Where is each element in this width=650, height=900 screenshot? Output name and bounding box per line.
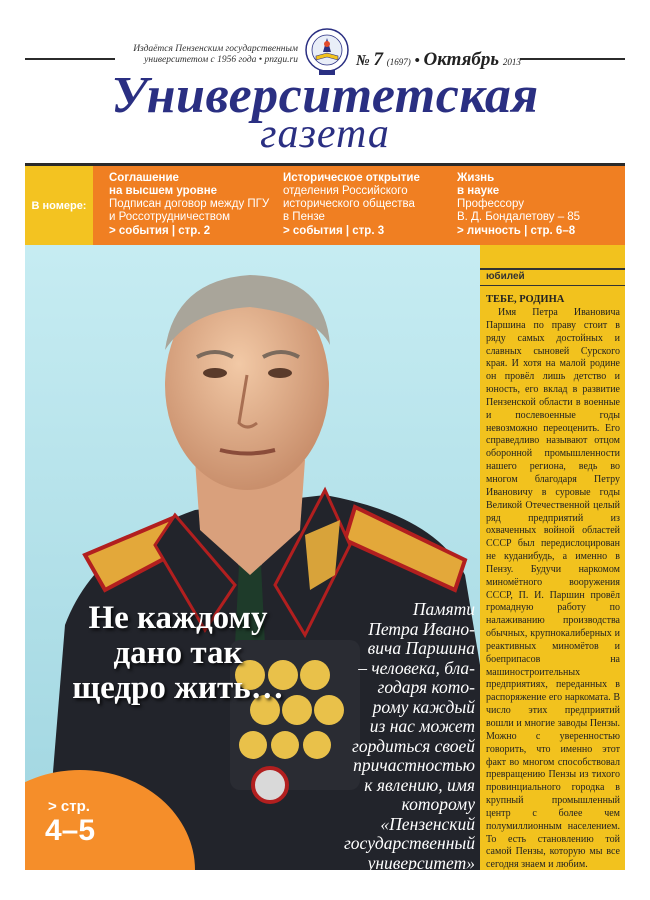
headline-line: Не каждому bbox=[88, 600, 268, 636]
newspaper-subtitle: газета bbox=[260, 111, 390, 157]
issue-separator: • bbox=[414, 53, 420, 69]
lead-line: Памяти bbox=[412, 599, 475, 619]
issue-year: 2013 bbox=[502, 57, 521, 67]
in-issue-item-history[interactable] bbox=[283, 172, 453, 238]
newspaper-title: Университетская bbox=[111, 67, 539, 124]
lead-line: которому bbox=[401, 794, 475, 814]
publisher-line-1: Издаётся Пензенским государственным bbox=[133, 44, 298, 54]
in-issue-text: Подписан договор между ПГУ bbox=[109, 198, 270, 210]
lead-line: из нас может bbox=[369, 716, 475, 736]
article-title: ТЕБЕ, РОДИНА bbox=[486, 294, 565, 305]
lead-line: университет» bbox=[367, 852, 475, 873]
lead-line: причастностью bbox=[353, 755, 475, 775]
page-ref-pages[interactable]: 4–5 bbox=[45, 814, 96, 847]
masthead-rule-left bbox=[25, 58, 115, 60]
lead-line: рому каждый bbox=[372, 696, 475, 717]
issue-month: Октябрь bbox=[423, 49, 500, 70]
lead-line: «Пензенский bbox=[380, 813, 475, 834]
in-issue-text: в Пензе bbox=[283, 211, 325, 223]
page-ref-arrow[interactable]: > стр. bbox=[48, 798, 90, 815]
article-rubric: юбилей bbox=[486, 271, 525, 282]
lead-line: гордиться своей bbox=[352, 735, 475, 756]
headline-line: дано так bbox=[113, 635, 243, 671]
lead-line: вича Паршина bbox=[367, 638, 475, 658]
lead-line: к явлению, имя bbox=[364, 774, 475, 795]
in-issue-page-link[interactable]: > события | стр. 2 bbox=[109, 225, 211, 237]
issue-total: (1697) bbox=[386, 57, 411, 67]
lead-line: Петра Ивано- bbox=[368, 618, 475, 639]
publisher-note bbox=[118, 44, 298, 66]
publisher-line-2: университетом с 1956 года • pnzgu.ru bbox=[144, 55, 298, 65]
in-issue-item-science[interactable] bbox=[457, 172, 623, 238]
in-issue-text: Профессору bbox=[457, 198, 524, 210]
headline-line: щедро жить… bbox=[72, 670, 284, 706]
lead-line: государственный bbox=[343, 833, 475, 853]
cover-headline bbox=[48, 601, 308, 706]
in-issue-text: исторического общества bbox=[283, 198, 415, 210]
lead-line: – человека, бла- bbox=[358, 657, 475, 678]
in-issue-heading: Историческое открытие bbox=[283, 172, 420, 184]
in-issue-text: В. Д. Бондалетову – 85 bbox=[457, 211, 581, 223]
in-issue-text: отделения Российского bbox=[283, 185, 408, 197]
in-issue-label: В номере: bbox=[25, 166, 93, 245]
masthead-rule-right bbox=[520, 58, 625, 60]
in-issue-heading: Жизнь bbox=[457, 172, 495, 184]
lead-line: годаря кото- bbox=[377, 677, 475, 697]
in-issue-heading: на высшем уровне bbox=[109, 185, 218, 197]
issue-prefix: № bbox=[356, 53, 370, 69]
cover-lead bbox=[318, 600, 475, 873]
in-issue-text: и Россотрудничеством bbox=[109, 211, 231, 223]
in-issue-page-link[interactable]: > события | стр. 3 bbox=[283, 225, 385, 237]
issue-number: 7 bbox=[373, 49, 383, 70]
in-issue-bar bbox=[25, 163, 625, 245]
in-issue-page-link[interactable]: > личность | стр. 6–8 bbox=[457, 225, 576, 237]
article-body: Имя Петра Ивановича Паршина по праву стоит в ряду самых достойных и славных сыновей Сурского края. И хотя на малой родине он провёл лишь детство и юность, его вклад в развитие Пензенской области в военные и послевоенные годы невозможно переоценить. Его справедливо называют отцом оборонной промышленности нашего региона, ведь во многом благодаря Петру Ивановичу в суровые годы Великой Отечественной целый ряд предприятий из охваченных войной областей СССР был передислоцирован не куданибудь, а именно в Пензу. Будучи наркомом миномётного вооружения СССР, П. И. Паршин провёл громадную работу по налаживанию производства обычных, крупнокалиберных и реактивных миномётов и боеприпасов на машиностроительных предприятиях, переданных в распоряжение его наркомата. В число этих предприятий вошли и многие заводы Пензы. Можно с уверенностью говорить, что именно этот факт во многом способствовал превращению Пензы из тихого провинциального городка в крупный промышленный центр с более чем полумиллионным населением. То есть становлению той самой Пензы, которую мы все сегодня знаем и любим. bbox=[486, 307, 620, 871]
in-issue-heading: Соглашение bbox=[109, 172, 179, 184]
in-issue-heading: в науке bbox=[457, 185, 500, 197]
in-issue-item-agreement[interactable] bbox=[109, 172, 279, 238]
